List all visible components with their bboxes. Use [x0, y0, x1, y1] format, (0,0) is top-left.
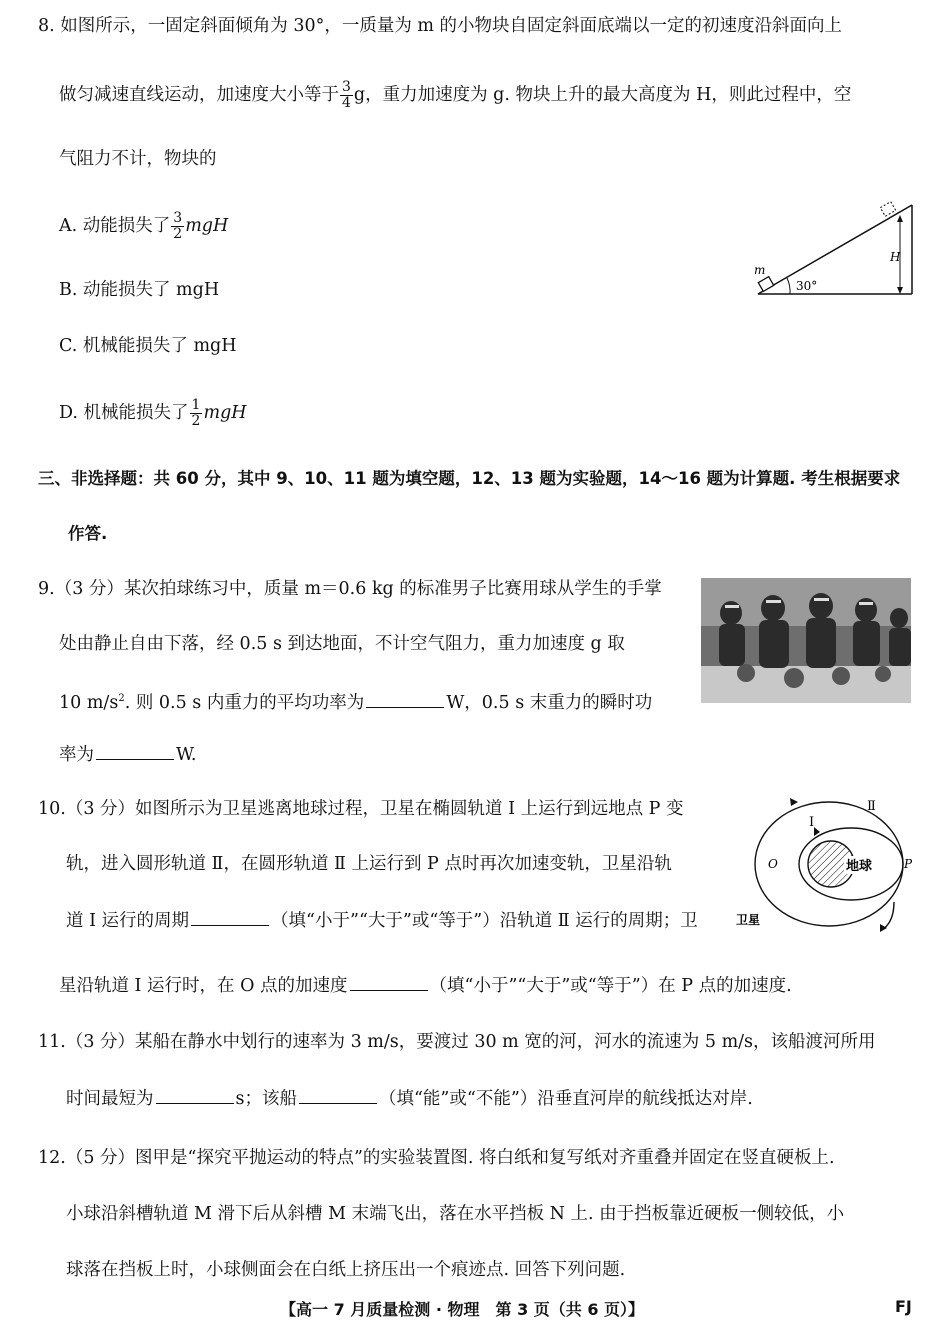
option-a-text: A. 动能损失了 [59, 216, 171, 236]
q11-line2-tail: （填“能”或“不能”）沿垂直河岸的航线抵达对岸. [378, 1089, 753, 1109]
fraction-denominator: 2 [191, 413, 201, 429]
q10-line4-tail: （填“小于”“大于”或“等于”）在 P 点的加速度. [429, 976, 792, 996]
answer-blank[interactable] [96, 741, 174, 760]
q8-option-a [59, 211, 228, 242]
q9-unit: 10 m/s [59, 692, 119, 713]
answer-blank[interactable] [350, 972, 428, 991]
fraction-numerator: 3 [342, 79, 351, 95]
basketball-practice-photo [701, 578, 911, 703]
q9-line4-text: 率为 [59, 745, 94, 765]
answer-blank[interactable] [191, 907, 269, 926]
q9-line3 [59, 686, 652, 716]
earth-label: 地球 [846, 859, 873, 874]
q8-line1: 8. 如图所示，一固定斜面倾角为 30°，一质量为 m 的小物块自固定斜面底端以一定的初速度沿斜面向上 [38, 16, 843, 36]
orbit-2-label: Ⅱ [867, 799, 876, 814]
section3-heading-cont: 作答. [68, 524, 108, 543]
q11-line2-mid: s；该船 [235, 1089, 297, 1109]
fraction-denominator: 4 [342, 95, 351, 111]
option-d-text: D. 机械能损失了 [59, 403, 189, 423]
q9-line3-text: . 则 0.5 s 内重力的平均功率为 [124, 692, 365, 713]
q10-line1: 10.（3 分）如图所示为卫星逃离地球过程，卫星在椭圆轨道 Ⅰ 上运行到远地点 P 变 [38, 799, 684, 819]
q9-line4 [59, 741, 197, 768]
answer-blank[interactable] [299, 1085, 377, 1104]
q8-line2-b: g，重力加速度为 g. 物块上升的最大高度为 H，则此过程中，空 [353, 85, 852, 105]
q8-option-c: C. 机械能损失了 mgH [59, 336, 237, 356]
answer-blank[interactable] [366, 689, 444, 708]
q9-line1: 9.（3 分）某次拍球练习中，质量 m＝0.6 kg 的标准男子比赛用球从学生的手掌 [38, 579, 662, 599]
q9-unit-exponent: 2 [118, 693, 125, 704]
q8-line2 [59, 80, 851, 111]
height-label: H [890, 250, 901, 264]
q8-option-d [59, 398, 247, 429]
footer-code: FJ [895, 1297, 912, 1316]
incline-figure [750, 195, 920, 305]
q12-line1: 12.（5 分）图甲是“探究平抛运动的特点”的实验装置图. 将白纸和复写纸对齐重叠并固定在竖直硬板上. [38, 1148, 835, 1168]
option-d-formula: mgH [203, 403, 247, 423]
q10-line3 [66, 907, 698, 934]
angle-label: 30° [796, 279, 818, 293]
arrowhead-down [897, 287, 903, 294]
block-top [880, 202, 895, 217]
point-o-label: O [768, 857, 778, 871]
fraction-numerator: 1 [191, 397, 201, 413]
q12-line3: 球落在挡板上时，小球侧面会在白纸上挤压出一个痕迹点. 回答下列问题. [66, 1260, 626, 1280]
option-a-formula: mgH [185, 216, 229, 236]
arrowhead-up [897, 215, 903, 222]
q8-line2-a: 做匀减速直线运动，加速度大小等于 [59, 85, 339, 105]
q12-line2: 小球沿斜槽轨道 M 滑下后从斜槽 M 末端飞出，落在水平挡板 N 上. 由于挡板靠近硬板一侧较低，小 [66, 1204, 845, 1224]
q9-line3-tail: W，0.5 s 末重力的瞬时功 [446, 692, 653, 713]
fraction-one-half [190, 398, 203, 429]
fraction-numerator: 3 [173, 210, 183, 226]
block-bottom [758, 277, 773, 292]
angle-arc [787, 278, 790, 294]
q9-line2: 处由静止自由下落，经 0.5 s 到达地面，不计空气阻力，重力加速度 g 取 [59, 634, 625, 654]
satellite-label: 卫星 [736, 913, 761, 927]
incline-slope [758, 205, 912, 294]
q10-line4-text: 星沿轨道 Ⅰ 运行时，在 O 点的加速度 [59, 976, 348, 996]
q11-line2 [66, 1085, 753, 1112]
mass-label: m [754, 263, 766, 277]
satellite-orbit-figure [734, 796, 914, 936]
section3-heading: 三、非选择题：共 60 分，其中 9、10、11 题为填空题，12、13 题为实验题，14～16 题为计算题. 考生根据要求 [38, 469, 901, 488]
point-p-label: P [904, 857, 913, 871]
q11-line2-text: 时间最短为 [66, 1089, 154, 1109]
q9-line4-tail: W. [176, 745, 197, 765]
fraction-three-quarters [340, 80, 353, 111]
q11-line1: 11.（3 分）某船在静水中划行的速率为 3 m/s，要渡过 30 m 宽的河，河水的流速为 5 m/s，该船渡河所用 [38, 1032, 876, 1052]
q8-option-b: B. 动能损失了 mgH [59, 280, 220, 300]
answer-blank[interactable] [156, 1085, 234, 1104]
footer-title: 【高一 7 月质量检测 · 物理 第 3 页（共 6 页）】 [280, 1300, 645, 1319]
fraction-three-halves [171, 211, 184, 242]
q10-line3-text: 道 Ⅰ 运行的周期 [66, 911, 190, 931]
fraction-denominator: 2 [173, 226, 183, 242]
q10-line3-tail: （填“小于”“大于”或“等于”）沿轨道 Ⅱ 运行的周期；卫 [271, 911, 698, 931]
orbit-1-label: Ⅰ [809, 815, 815, 830]
q10-line2: 轨，进入圆形轨道 Ⅱ，在圆形轨道 Ⅱ 上运行到 P 点时再次加速变轨，卫星沿轨 [66, 854, 672, 874]
q8-line3: 气阻力不计，物块的 [59, 149, 217, 169]
q10-line4 [59, 972, 792, 999]
